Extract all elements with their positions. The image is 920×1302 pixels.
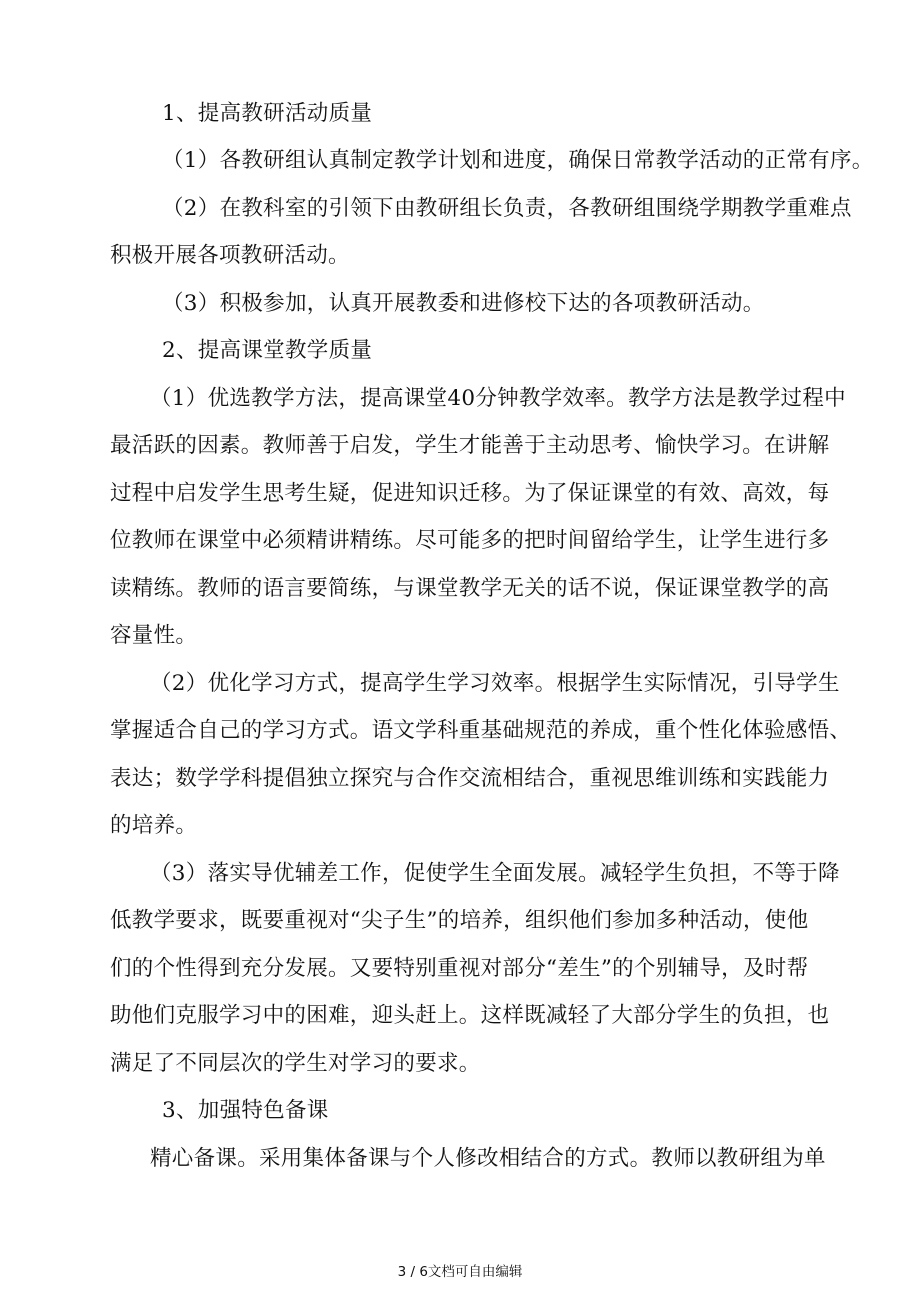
paragraph-2-2-l4: 的培养。	[110, 813, 198, 838]
paragraph-2-1-l2: 最活跃的因素。教师善于启发，学生才能善于主动思考、愉快学习。在讲解	[110, 433, 830, 458]
heading-2: 2、提高课堂教学质量	[162, 338, 373, 363]
paragraph-2-3-l4: 助他们克服学习中的困难，迎头赶上。这样既减轻了大部分学生的负担，也	[110, 1003, 830, 1028]
heading-3: 3、加强特色备课	[162, 1098, 329, 1123]
paragraph-2-1-l6: 容量性。	[110, 623, 198, 648]
page-footer: 3 / 6文档可自由编辑	[397, 1264, 523, 1280]
paragraph-2-3-l3: 们的个性得到充分发展。又要特别重视对部分“差生”的个别辅导，及时帮	[110, 956, 809, 981]
paragraph-2-1-l4: 位教师在课堂中必须精讲精练。尽可能多的把时间留给学生，让学生进行多	[110, 528, 830, 553]
paragraph-1-1: （1）各教研组认真制定教学计划和进度，确保日常教学活动的正常有序。	[162, 148, 874, 173]
paragraph-2-3: （3）落实导优辅差工作，促使学生全面发展。减轻学生负担，不等于降	[150, 861, 840, 886]
paragraph-1-2: （2）在教科室的引领下由教研组长负责，各教研组围绕学期教学重难点	[162, 196, 852, 221]
paragraph-2-2-l3: 表达；数学学科提倡独立探究与合作交流相结合，重视思维训练和实践能力	[110, 766, 830, 791]
paragraph-2-1: （1）优选教学方法，提高课堂40分钟教学效率。教学方法是教学过程中	[150, 386, 846, 411]
heading-1: 1、提高教研活动质量	[162, 101, 373, 126]
paragraph-2-3-l2: 低教学要求，既要重视对“尖子生”的培养，组织他们参加多种活动，使他	[110, 908, 809, 933]
paragraph-1-3: （3）积极参加，认真开展教委和进修校下达的各项教研活动。	[162, 291, 765, 316]
paragraph-2-3-l5: 满足了不同层次的学生对学习的要求。	[110, 1051, 481, 1076]
paragraph-2-2-l2: 掌握适合自己的学习方式。语文学科重基础规范的养成，重个性化体验感悟、	[110, 718, 852, 743]
paragraph-2-2: （2）优化学习方式，提高学生学习效率。根据学生实际情况，引导学生	[150, 671, 840, 696]
paragraph-2-1-l5: 读精练。教师的语言要简练，与课堂教学无关的话不说，保证课堂教学的高	[110, 576, 830, 601]
paragraph-1-2-cont: 积极开展各项教研活动。	[110, 243, 350, 268]
paragraph-2-1-l3: 过程中启发学生思考生疑，促进知识迁移。为了保证课堂的有效、高效，每	[110, 481, 830, 506]
paragraph-3-1: 精心备课。采用集体备课与个人修改相结合的方式。教师以教研组为单	[150, 1146, 826, 1171]
